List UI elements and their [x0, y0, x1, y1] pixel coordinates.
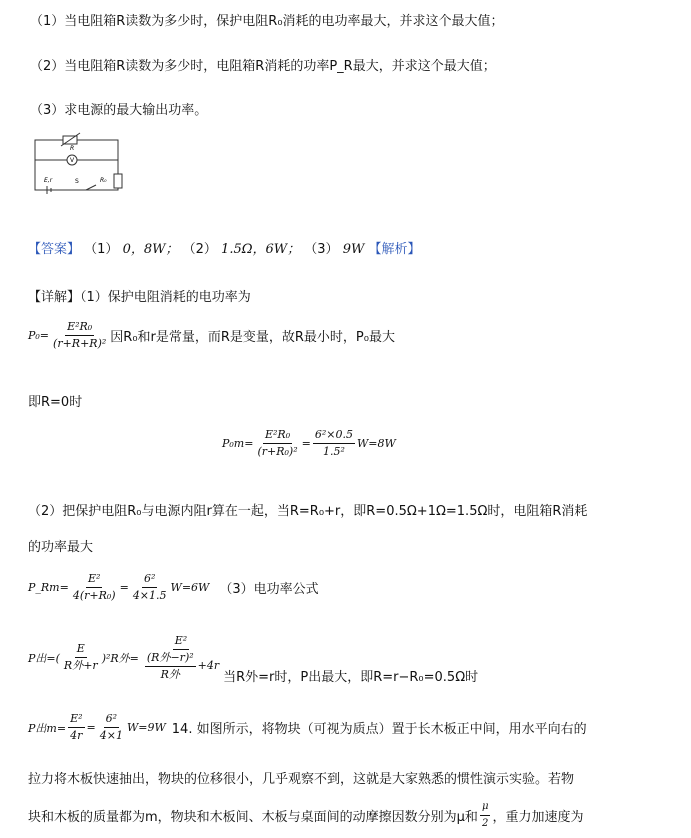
eq-p0m-lhs: P₀m=: [222, 437, 254, 450]
solution-intro-1: [28, 286, 251, 305]
eq-poutm-num1: E²: [68, 712, 84, 728]
r0-resistor-symbol: [114, 174, 122, 188]
next-question-line-3b: ，重力加速度为: [492, 810, 584, 825]
eq-prm-rhs: W=6W: [170, 581, 210, 594]
eq-poutm-lhs: P出m=: [28, 721, 67, 735]
eq-p0m-equals: =: [301, 437, 311, 450]
solution-step-1-text: 因R₀和r是常量，而R是变量，故R最小时，P₀最大: [110, 330, 395, 345]
eq-pout-den-den: R外: [160, 667, 180, 681]
solution-step-3-text: 当R外=r时，P出最大，即R=r−R₀=0.5Ω时: [223, 670, 479, 685]
eq-poutm-den1: 4r: [70, 729, 83, 742]
label-er: E,r: [44, 177, 53, 184]
answer-value-3: 9W: [342, 242, 365, 257]
question-1: （1）当电阻箱R读数为多少时，保护电阻R₀消耗的电功率最大，并求这个最大值；: [30, 14, 504, 29]
eq-poutm-den2: 4×1: [99, 729, 123, 742]
eq-prm-den1: 4(r+R₀): [72, 589, 116, 602]
eq-poutm-num2: 6²: [104, 712, 119, 728]
answer-tag: 【答案】: [28, 242, 81, 257]
answer-part-1: （1）: [84, 242, 119, 257]
equation-pout: [28, 630, 478, 685]
equation-prm: P_Rm= $\frac{\text{E²}}{\text{4(r+R₀)}}$ = $\frac{\text{6²}}{4\times 1.5}$ W=6W （3）电功率公式: [28, 572, 319, 602]
next-question-line-1: 14. 如图所示，将物块（可视为质点）置于长木板正中间，用水平向右的: [171, 722, 587, 737]
answer-value-1: 0，8W；: [122, 242, 179, 257]
mu-frac-num: μ: [480, 800, 491, 816]
answer-part-2: （2）: [182, 242, 217, 257]
eq-prm-num2: 6²: [142, 572, 157, 588]
switch-lever: [86, 185, 96, 190]
equation-poutm: P出m= $\frac{\text{E²}}{4r}$ = $\frac{\text{6²}}{4\times 1}$ W=9W 14. 如图所示，将物块（可视为质点）置于长木板正中间，用水平向右的: [28, 712, 587, 742]
analysis-tag: 【解析】: [368, 242, 421, 257]
next-question-line-2: 拉力将木板快速抽出，物块的位移很小，几乎观察不到，这就是大家熟悉的惯性演示实验。若物: [28, 772, 575, 787]
eq-prm-num1: E²: [86, 572, 102, 588]
solution-step-1: （1）保护电阻消耗的电功率为: [80, 290, 251, 305]
next-question-line-3a: 块和木板的质量都为m，物块和木板间、木板与桌面间的动摩擦因数分别为μ和: [28, 810, 478, 825]
eq-pout-lhs: P出=(: [28, 651, 60, 665]
answer-line: [28, 238, 421, 257]
next-question-line-3: [28, 800, 583, 831]
eq-p0-lhs: P₀=: [28, 329, 50, 342]
label-v: V: [70, 157, 75, 164]
solution-step-2: （2）把保护电阻R₀与电源内阻r算在一起，当R=R₀+r，即R=0.5Ω+1Ω=1.5Ω时，电阻箱R消耗: [28, 504, 588, 519]
eq-p0m-den1: (r+R₀)²: [257, 445, 298, 458]
question-2: （2）当电阻箱R读数为多少时，电阻箱R消耗的功率P_R最大，并求这个最大值；: [30, 59, 496, 74]
equation-p0m: [222, 428, 396, 459]
solution-step-2-cont: 的功率最大: [28, 540, 94, 555]
answer-value-2: 1.5Ω，6W；: [221, 242, 301, 257]
eq-poutm-rhs: W=9W: [126, 721, 166, 734]
circuit-diagram: [30, 130, 125, 205]
eq-p0m-num2: 6²×0.5: [313, 428, 355, 444]
eq-pout-num1: E: [75, 642, 87, 658]
eq-pout-mid: )²R外=: [101, 651, 139, 665]
eq-p0-num: E²R₀: [65, 320, 94, 336]
eq-pout-num2: E²: [173, 634, 189, 650]
eq-p0m-den2: 1.5²: [322, 445, 345, 458]
eq-prm-lhs: P_Rm=: [28, 581, 69, 594]
eq-pout-den1: R外+r: [63, 659, 98, 672]
question-3: （3）求电源的最大输出功率。: [30, 103, 208, 118]
eq-pout-den-tail: +4r: [197, 659, 220, 672]
label-s: S: [75, 178, 79, 185]
equation-p0: [28, 320, 395, 351]
label-r0: R₀: [100, 177, 107, 184]
label-r: R: [70, 145, 75, 152]
answer-part-3: （3）: [304, 242, 339, 257]
eq-pout-den-num: (R外−r)²: [145, 651, 196, 667]
eq-p0-den: (r+R+R)²: [53, 337, 107, 350]
condition-r0: 即R=0时: [28, 395, 83, 410]
eq-p0m-rhs: W=8W: [356, 437, 396, 450]
eq-prm-den2: 4×1.5: [132, 589, 167, 602]
solution-tag: 【详解】: [28, 290, 81, 305]
eq-p0m-num1: E²R₀: [263, 428, 292, 444]
solution-step-3: （3）电功率公式: [219, 582, 319, 597]
mu-frac-den: 2: [482, 818, 489, 829]
